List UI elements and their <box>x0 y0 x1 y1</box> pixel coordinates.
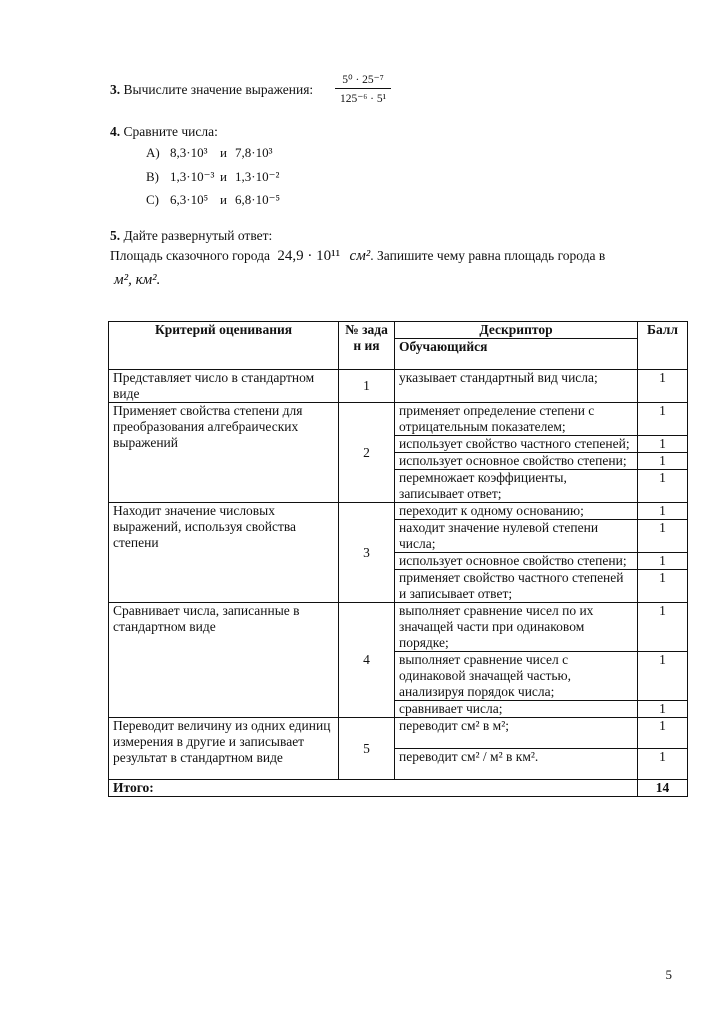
area-value: 24,9 · 10¹¹ <box>277 248 341 264</box>
score-cell: 1 <box>638 453 688 470</box>
descriptor-cell: выполняет сравнение чисел с одинаковой значащей частью, анализируя порядок числа; <box>395 652 638 701</box>
descriptor-cell: использует свойство частного степеней; <box>395 436 638 453</box>
descriptor-cell: выполняет сравнение чисел по их значащей части при одинаковом порядке; <box>395 603 638 652</box>
score-cell: 1 <box>638 553 688 570</box>
fraction-denominator: 125⁻⁶ · 5¹ <box>339 93 387 105</box>
task-number-cell: 1 <box>339 370 395 403</box>
task-4 <box>110 124 218 140</box>
score-cell: 1 <box>638 403 688 436</box>
task-3-number: 3. <box>110 82 121 97</box>
descriptor-cell: перемножает коэффициенты, записывает ответ; <box>395 470 638 503</box>
table-row <box>109 403 688 436</box>
option-label: C) <box>146 192 159 207</box>
area-unit: см² <box>349 248 371 264</box>
score-cell: 1 <box>638 520 688 553</box>
option-value-a: 8,3·10³ <box>170 145 208 160</box>
task-5-line-start: Площадь сказочного города <box>110 248 271 263</box>
score-cell: 1 <box>638 652 688 701</box>
score-cell: 1 <box>638 503 688 520</box>
header-task-number: № задан ия <box>339 322 395 370</box>
option-and: и <box>220 192 227 207</box>
descriptor-cell: применяет определение степени с отрицательным показателем; <box>395 403 638 436</box>
score-cell: 1 <box>638 701 688 718</box>
criterion-cell: Сравнивает числа, записанные в стандартном виде <box>109 603 339 718</box>
score-cell: 1 <box>638 718 688 749</box>
score-cell: 1 <box>638 749 688 780</box>
score-cell: 1 <box>638 603 688 652</box>
descriptor-cell: использует основное свойство степени; <box>395 553 638 570</box>
criterion-cell: Находит значение числовых выражений, используя свойства степени <box>109 503 339 603</box>
option-value-a: 1,3·10⁻³ <box>170 169 215 184</box>
table-total-row <box>109 780 688 797</box>
task-5-units: м², км². <box>114 272 161 288</box>
task-3-fraction <box>335 72 391 105</box>
task-3-text: Вычислите значение выражения: <box>123 82 314 97</box>
option-value-b: 6,8·10⁻⁵ <box>235 192 280 207</box>
task-number-cell: 2 <box>339 403 395 503</box>
descriptor-cell: использует основное свойство степени; <box>395 453 638 470</box>
criterion-cell: Применяет свойства степени для преобразования алгебраических выражений <box>109 403 339 503</box>
score-cell: 1 <box>638 570 688 603</box>
task-3 <box>110 82 313 98</box>
task-5-text: Дайте развернутый ответ: <box>123 228 273 243</box>
task-5-line-end: . Запишите чему равна площадь города в <box>370 248 606 263</box>
table-row <box>109 370 688 403</box>
assessment-table <box>108 321 688 797</box>
header-score: Балл <box>638 322 688 370</box>
task-4-number: 4. <box>110 124 121 139</box>
page-number: 5 <box>665 967 672 982</box>
task-5-number: 5. <box>110 228 121 243</box>
table-row <box>109 603 688 652</box>
table-row <box>109 503 688 520</box>
descriptor-cell: сравнивает числа; <box>395 701 638 718</box>
descriptor-cell: находит значение нулевой степени числа; <box>395 520 638 553</box>
header-criterion: Критерий оценивания <box>109 322 339 370</box>
header-descriptor: Дескриптор <box>395 322 638 339</box>
option-value-a: 6,3·10⁵ <box>170 192 209 207</box>
task-5 <box>110 228 272 244</box>
option-value-b: 1,3·10⁻² <box>235 169 280 184</box>
fraction-numerator: 5⁰ · 25⁻⁷ <box>335 72 391 89</box>
total-label: Итого: <box>109 780 638 797</box>
option-and: и <box>220 169 227 184</box>
score-cell: 1 <box>638 470 688 503</box>
descriptor-cell: указывает стандартный вид числа; <box>395 370 638 403</box>
descriptor-cell: переходит к одному основанию; <box>395 503 638 520</box>
task-number-cell: 4 <box>339 603 395 718</box>
table-header-row <box>109 322 688 339</box>
task-number-cell: 3 <box>339 503 395 603</box>
descriptor-cell: переводит см² / м² в км². <box>395 749 638 780</box>
task-number-cell: 5 <box>339 718 395 780</box>
criterion-cell: Представляет число в стандартном виде <box>109 370 339 403</box>
descriptor-cell: применяет свойство частного степеней и записывает ответ; <box>395 570 638 603</box>
score-cell: 1 <box>638 370 688 403</box>
option-value-b: 7,8·10³ <box>235 145 273 160</box>
option-label: B) <box>146 169 159 184</box>
option-label: A) <box>146 145 160 160</box>
table-row <box>109 718 688 749</box>
task-5-statement <box>110 248 605 265</box>
task-4-text: Сравните числа: <box>123 124 218 139</box>
option-and: и <box>220 145 227 160</box>
criterion-cell: Переводит величину из одних единиц измерения в другие и записывает результат в стандартном виде <box>109 718 339 780</box>
descriptor-cell: переводит см² в м²; <box>395 718 638 749</box>
total-score: 14 <box>638 780 688 797</box>
score-cell: 1 <box>638 436 688 453</box>
header-student: Обучающийся <box>395 339 638 370</box>
